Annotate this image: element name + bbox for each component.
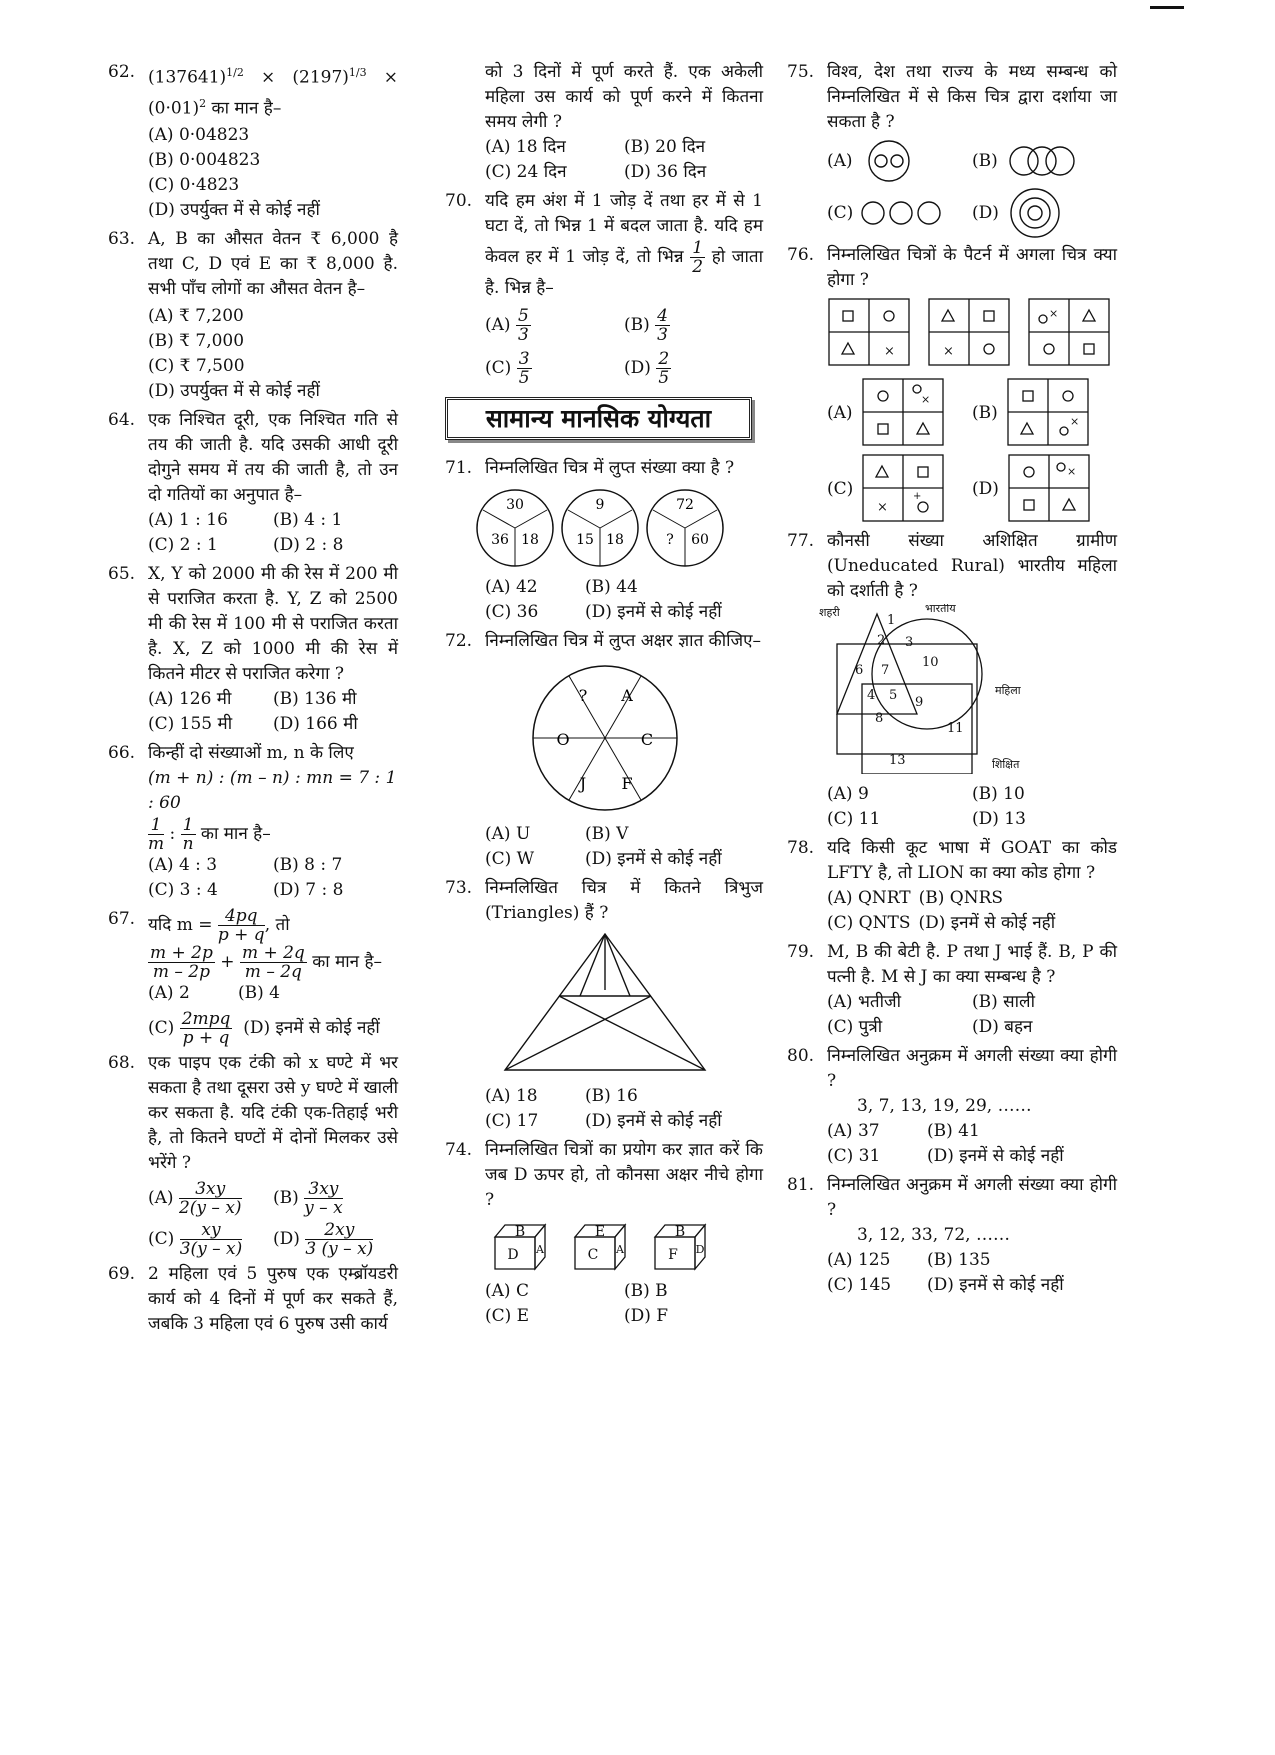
- svg-text:A: A: [536, 1243, 544, 1256]
- option-a[interactable]: (A) 126 मी: [148, 689, 232, 710]
- svg-text:C: C: [640, 730, 654, 749]
- option-c[interactable]: (C) 11: [827, 809, 881, 829]
- svg-text:×: ×: [943, 344, 954, 359]
- option-a[interactable]: (A) 37: [827, 1121, 880, 1141]
- column-1: [108, 60, 398, 1341]
- question-69: 69. 2 महिला एवं 5 पुरुष एक एम्ब्रॉयडरी कार्य को 4 दिनों में पूर्ण कर सकते हैं, जबकि 3 महिला एवं 6 पुरुष उसी कार्य: [108, 1262, 398, 1337]
- option-b[interactable]: (B) 41: [927, 1121, 980, 1141]
- question-stem: निम्नलिखित चित्र में लुप्त अक्षर ज्ञात कीजिए–: [485, 631, 762, 651]
- svg-text:×: ×: [1049, 307, 1059, 320]
- svg-text:D: D: [507, 1247, 519, 1263]
- question-stem: निम्नलिखित चित्रों के पैटर्न में अगला चित्र क्या होगा ?: [827, 245, 1117, 290]
- option-b[interactable]: (B) साली: [972, 992, 1035, 1012]
- option-b[interactable]: (B) 10: [972, 784, 1025, 804]
- option-d[interactable]: (D) इनमें से कोई नहीं: [918, 913, 1056, 933]
- svg-text:+: +: [913, 491, 922, 502]
- option-d[interactable]: (D) इनमें से कोई नहीं: [585, 1111, 722, 1131]
- circle-1: [477, 490, 553, 566]
- svg-text:8: 8: [875, 711, 884, 726]
- concentric-two-small-circles-icon: [859, 139, 919, 183]
- number-sequence: 3, 7, 13, 19, 29, ……: [857, 1096, 1032, 1116]
- page-corner-mark: [1150, 6, 1184, 9]
- dice-figure: [485, 1217, 745, 1275]
- venn-diagram-figure: [817, 604, 1067, 774]
- option-d[interactable]: (D) $\frac{2}{5}$: [624, 349, 670, 388]
- concentric-circles-icon: [1005, 187, 1065, 239]
- option-a[interactable]: (A) 42: [485, 577, 538, 597]
- svg-text:F: F: [668, 1247, 678, 1263]
- option-c[interactable]: (C) ₹ 7,500: [148, 356, 245, 377]
- question-63: 63. A, B का औसत वेतन ₹ 6,000 है तथा C, D एवं E का ₹ 8,000 है. सभी पाँच लोगों का औसत वेतन है– (A) ₹ 7,200 (B) ₹ 7,000 (C) ₹ 7,500 (D) उपर्युक्त में से कोई नहीं: [108, 227, 398, 404]
- option-d[interactable]: (D) ×: [972, 453, 1117, 525]
- question-74: 74. निम्नलिखित चित्रों का प्रयोग कर ज्ञात करें कि जब D ऊपर हो, तो कौनसा अक्षर नीचे होगा ? B D A E C A B F D (A) C (B) B (C) E (D) F: [445, 1138, 763, 1329]
- option-d[interactable]: (D) 2 : 8: [273, 535, 344, 556]
- svg-text:6: 6: [855, 663, 864, 678]
- fraction-expression: $\frac{m + 2p}{m - 2p}$ + $\frac{m + 2q}{m - 2q}$ का मान है–: [150, 943, 383, 983]
- fraction-expression: $\frac{1}{m}$ : $\frac{1}{n}$ का मान है–: [148, 815, 271, 855]
- question-stem: किन्हीं दो संख्याओं m, n के लिए: [148, 743, 354, 764]
- option-b[interactable]: (B) $\frac{3xy}{y - x}$: [273, 1179, 343, 1219]
- svg-text:11: 11: [947, 721, 964, 736]
- column-2: [445, 60, 763, 1333]
- option-b[interactable]: (B) 16: [585, 1086, 638, 1106]
- svg-text:C: C: [587, 1247, 599, 1263]
- option-c[interactable]: (C) QNTS: [827, 913, 911, 933]
- question-68: 68. एक पाइप एक टंकी को x घण्टे में भर सकता है तथा दूसरा उसे y घण्टे में खाली कर सकता है. यदि टंकी एक-तिहाई भरी है, तो कितने घण्टों में दोनों मिलकर उसे भरेंगे ? (A) $\frac{3xy}{2(y - x)}$ (B) $\frac{3xy}{y - x}$ (C) $\frac{xy}{3(y - x)}$ (D) $\frac{2xy}{3 (y - x)}$: [108, 1053, 398, 1260]
- overlapping-circles-icon: [1004, 139, 1084, 183]
- pattern-sequence-figure: [827, 297, 1117, 369]
- option-c[interactable]: (C) 31: [827, 1146, 881, 1166]
- educated-label: शिक्षित: [992, 758, 1020, 771]
- option-c[interactable]: (C) पुत्री: [827, 1017, 883, 1037]
- option-b[interactable]: (B) ₹ 7,000: [148, 331, 245, 352]
- svg-text:60: 60: [691, 532, 709, 548]
- question-72: 72. निम्नलिखित चित्र में लुप्त अक्षर ज्ञात कीजिए– ? A C F J O (A) U (B) V (C) W (D) इनमें से कोई नहीं: [445, 629, 763, 872]
- question-73: 73. निम्नलिखित चित्र में कितने त्रिभुज (Triangles) हैं ? (A) 18 (B) 16 (C) 17 (D) इनमें से कोई नहीं: [445, 876, 763, 1134]
- question-65: 65. X, Y को 2000 मी की रेस में 200 मी से पराजित करता है. Y, Z को 2500 मी की रेस में 100 मी से पराजित करता है. X, Z को 1000 मी की रेस में कितने मीटर से पराजित करेगा ? (A) 126 मी (B) 136 मी (C) 155 मी (D) 166 मी: [108, 562, 398, 737]
- question-80: 80. निम्नलिखित अनुक्रम में अगली संख्या क्या होगी ? 3, 7, 13, 19, 29, …… (A) 37 (B) 41 (C) 31 (D) इनमें से कोई नहीं: [787, 1044, 1117, 1169]
- urban-label: शहरी: [819, 606, 840, 619]
- option-a[interactable]: (A) 0·04823: [148, 125, 250, 146]
- option-c[interactable]: (C): [827, 191, 972, 235]
- cube-2: [575, 1224, 625, 1269]
- option-a[interactable]: (A): [827, 139, 972, 183]
- svg-text:15: 15: [576, 532, 594, 548]
- circle-2: [562, 490, 638, 566]
- svg-text:O: O: [556, 730, 570, 749]
- option-d[interactable]: (D) इनमें से कोई नहीं: [243, 1018, 380, 1039]
- svg-text:J: J: [579, 774, 587, 793]
- option-a[interactable]: (A) भतीजी: [827, 992, 902, 1012]
- question-62: 62. $(137641)^{1/2} \times (2197)^{1/3} \times (0\cdot 01)^2$ का मान है– (A) 0·04823 (B) 0·004823 (C) 0·4823 (D) उपर्युक्त में से कोई नहीं: [108, 60, 398, 223]
- svg-text:9: 9: [915, 695, 924, 710]
- pattern-option-c-icon: [861, 453, 945, 525]
- question-64: 64. एक निश्चित दूरी, एक निश्चित गति से तय की जाती है. यदि उसकी आधी दूरी दोगुने समय में तय की जाती है, तो उन दो गतियों का अनुपात है– (A) 1 : 16 (B) 4 : 1 (C) 2 : 1 (D) 2 : 8: [108, 408, 398, 558]
- separate-circles-icon: [859, 191, 949, 235]
- triangle-figure: [485, 930, 725, 1080]
- equation: (m + n) : (m – n) : mn = 7 : 1 : 60: [148, 768, 397, 814]
- question-stem: यदि हम अंश में 1 जोड़ दें तथा हर में से 1 घटा दें, तो भिन्न 1 में बदल जाता है. यदि हम केवल हर में 1 जोड़ दें, तो भिन्न $\frac{1}{2}$ हो जाता है. भिन्न है–: [485, 191, 763, 298]
- option-a[interactable]: (A) C: [485, 1281, 529, 1301]
- option-c[interactable]: (C) 17: [485, 1111, 539, 1131]
- question-81: 81. निम्नलिखित अनुक्रम में अगली संख्या क्या होगी ? 3, 12, 33, 72, …… (A) 125 (B) 135 (C) 145 (D) इनमें से कोई नहीं: [787, 1173, 1117, 1298]
- option-b[interactable]: (B) B: [624, 1281, 668, 1301]
- svg-text:18: 18: [521, 532, 539, 548]
- svg-text:13: 13: [889, 753, 906, 768]
- pattern-option-d-icon: [1007, 453, 1091, 525]
- option-a[interactable]: (A) 1 : 16: [148, 510, 228, 531]
- option-a[interactable]: (A) U: [485, 824, 531, 844]
- option-a[interactable]: (A) ₹ 7,200: [148, 306, 244, 327]
- question-stem: M, B की बेटी है. P तथा J भाई हैं. B, P की पत्नी है. M से J का क्या सम्बन्ध है ?: [827, 942, 1117, 987]
- option-a[interactable]: (A) 18 दिन: [485, 137, 566, 157]
- cube-1: [495, 1224, 545, 1269]
- option-b[interactable]: (B) 135: [927, 1250, 991, 1270]
- option-d[interactable]: (D) 166 मी: [273, 714, 358, 735]
- pattern-option-a-icon: [861, 377, 945, 449]
- pattern-box-2: [929, 299, 1009, 365]
- option-d[interactable]: (D) 13: [972, 809, 1026, 829]
- option-a[interactable]: (A) ×: [827, 377, 972, 449]
- question-79: 79. M, B की बेटी है. P तथा J भाई हैं. B, P की पत्नी है. M से J का क्या सम्बन्ध है ? (A) भतीजी (B) साली (C) पुत्री (D) बहन: [787, 940, 1117, 1040]
- question-77: 77. कौनसी संख्या अशिक्षित ग्रामीण (Uneducated Rural) भारतीय महिला को दर्शाती है ? शहरी भारतीय महिला शिक्षित 1 2 3 10 6 7 4 5 9 8 11 13 (A) 9 (B) 10 (C) 11 (D) 13: [787, 529, 1117, 832]
- option-a[interactable]: (A) 4 : 3: [148, 855, 218, 876]
- question-69-continued: [445, 60, 763, 185]
- pattern-box-3: [1029, 299, 1109, 365]
- option-c[interactable]: (C) 3 : 4: [148, 880, 218, 901]
- option-a[interactable]: (A) QNRT: [827, 888, 911, 908]
- option-b[interactable]: (B) 20 दिन: [624, 137, 706, 157]
- option-a[interactable]: (A) $\frac{5}{3}$: [485, 306, 529, 345]
- option-b[interactable]: (B) V: [585, 824, 629, 844]
- option-c[interactable]: (C) 155 मी: [148, 714, 233, 735]
- option-b[interactable]: (B) 136 मी: [273, 689, 357, 710]
- option-b[interactable]: (B) 4 : 1: [273, 510, 343, 531]
- option-b[interactable]: (B) 44: [585, 577, 638, 597]
- option-c[interactable]: (C) $\frac{3}{5}$: [485, 349, 530, 388]
- question-stem-continued: को 3 दिनों में पूर्ण करते हैं. एक अकेली महिला उस कार्य को पूर्ण करने में कितना समय लेगी ?: [485, 62, 763, 132]
- svg-text:36: 36: [491, 532, 509, 548]
- question-stem: निम्नलिखित चित्र में कितने त्रिभुज (Triangles) हैं ?: [485, 878, 763, 923]
- question-stem: कौनसी संख्या अशिक्षित ग्रामीण (Uneducated Rural) भारतीय महिला को दर्शाती है ?: [827, 531, 1117, 601]
- cube-3: [655, 1224, 705, 1269]
- option-a[interactable]: (A) 18: [485, 1086, 538, 1106]
- option-c[interactable]: (C) × +: [827, 453, 972, 525]
- svg-text:B: B: [514, 1224, 526, 1240]
- question-75: 75. विश्व, देश तथा राज्य के मध्य सम्बन्ध को निम्नलिखित में से किस चित्र द्वारा दर्शाया जा सकता है ? (A) (B) (C) (D): [787, 60, 1117, 239]
- section-heading: सामान्य मानसिक योग्यता: [445, 397, 752, 440]
- svg-text:9: 9: [595, 497, 605, 513]
- question-stem: यदि m = $\frac{4pq}{p + q}$ , तो: [148, 906, 290, 946]
- question-stem: एक निश्चित दूरी, एक निश्चित गति से तय की जाती है. यदि उसकी आधी दूरी दोगुने समय में तय की जाती है, तो उन दो गतियों का अनुपात है–: [148, 410, 398, 506]
- indian-label: भारतीय: [925, 604, 956, 615]
- option-d[interactable]: (D) उपर्युक्त में से कोई नहीं: [148, 381, 320, 402]
- svg-text:×: ×: [884, 344, 895, 359]
- question-76: 76. निम्नलिखित चित्रों के पैटर्न में अगला चित्र क्या होगा ? × × × (A) × (B) × (C) × + (D) ×: [787, 243, 1117, 525]
- option-c[interactable]: (C) W: [485, 849, 535, 869]
- option-c[interactable]: (C) $\frac{xy}{3(y - x)}$: [148, 1220, 243, 1260]
- option-d[interactable]: (D) 7 : 8: [273, 880, 344, 901]
- svg-text:18: 18: [606, 532, 624, 548]
- question-stem: $(137641)^{1/2} \times (2197)^{1/3} \times (0\cdot 01)^2$ का मान है–: [148, 66, 398, 119]
- svg-text:F: F: [621, 774, 633, 793]
- option-d[interactable]: (D): [972, 187, 1117, 239]
- question-stem: एक पाइप एक टंकी को x घण्टे में भर सकता है तथा दूसरा उसे y घण्टे में खाली कर सकता है. यदि टंकी एक-तिहाई भरी है, तो कितने घण्टों में दोनों मिलकर उसे भरेंगे ?: [148, 1053, 398, 1174]
- svg-text:A: A: [621, 686, 633, 705]
- svg-text:?: ?: [578, 686, 588, 705]
- letter-wheel-figure: [485, 658, 725, 818]
- question-66: 66. किन्हीं दो संख्याओं m, n के लिए (m + n) : (m – n) : mn = 7 : 1 : 60 $\frac{1}{m}$ : $\frac{1}{n}$ का मान है– (A) 4 : 3 (B) 8 : 7 (C) 3 : 4 (D) 7 : 8: [108, 741, 398, 903]
- pattern-option-b-icon: [1006, 377, 1090, 449]
- option-a[interactable]: (A) $\frac{3xy}{2(y - x)}$: [148, 1179, 242, 1219]
- svg-text:3: 3: [905, 635, 914, 650]
- option-b[interactable]: (B) 8 : 7: [273, 855, 343, 876]
- svg-text:?: ?: [666, 532, 674, 548]
- svg-text:7: 7: [881, 663, 890, 678]
- question-70: 70. यदि हम अंश में 1 जोड़ दें तथा हर में से 1 घटा दें, तो भिन्न 1 में बदल जाता है. यदि हम केवल हर में 1 जोड़ दें, तो भिन्न $\frac{1}{2}$ हो जाता है. भिन्न है– (A) $\frac{5}{3}$ (B) $\frac{4}{3}$ (C) $\frac{3}{5}$ (D) $\frac{2}{5}$: [445, 191, 763, 388]
- svg-text:A: A: [616, 1243, 624, 1256]
- svg-text:E: E: [594, 1224, 606, 1240]
- woman-label: महिला: [995, 684, 1021, 697]
- option-d[interactable]: (D) उपर्युक्त में से कोई नहीं: [148, 200, 320, 221]
- question-stem: निम्नलिखित चित्रों का प्रयोग कर ज्ञात करें कि जब D ऊपर हो, तो कौनसा अक्षर नीचे होगा ?: [485, 1140, 763, 1210]
- option-b[interactable]: (B) QNRS: [918, 888, 1004, 908]
- option-c[interactable]: (C) $\frac{\text{2mpq}}{p + q}$: [148, 1009, 231, 1049]
- three-circles-figure: [475, 485, 745, 571]
- question-67: 67. यदि m = $\frac{4pq}{p + q}$ , तो $\frac{m + 2p}{m - 2p}$ + $\frac{m + 2q}{m - 2q}$ का मान है– (A) 2 (B) 4 (C) $\frac{\text{2mpq}}{p + q}$ (D) इनमें से कोई नहीं: [108, 907, 398, 1047]
- option-b[interactable]: (B) ×: [972, 377, 1117, 449]
- question-stem: निम्नलिखित अनुक्रम में अगली संख्या क्या होगी ?: [827, 1175, 1117, 1220]
- svg-text:30: 30: [506, 497, 524, 513]
- svg-text:1: 1: [887, 613, 896, 628]
- pattern-box-1: [829, 299, 909, 365]
- question-stem: निम्नलिखित अनुक्रम में अगली संख्या क्या होगी ?: [827, 1046, 1117, 1091]
- option-c[interactable]: (C) 24 दिन: [485, 162, 567, 182]
- question-78: 78. यदि किसी कूट भाषा में GOAT का कोड LFTY है, तो LION का क्या कोड होगा ? (A) QNRT (B) QNRS (C) QNTS (D) इनमें से कोई नहीं: [787, 836, 1117, 936]
- question-71: 71. निम्नलिखित चित्र में लुप्त संख्या क्या है ? 30 36 18 9 15 18 72 ? 60 (A) 42 (B) 44 (C) 36 (D) इनमें से कोई नहीं: [445, 456, 763, 625]
- question-stem: 2 महिला एवं 5 पुरुष एक एम्ब्रॉयडरी कार्य को 4 दिनों में पूर्ण कर सकते हैं, जबकि 3 महिला एवं 6 पुरुष उसी कार्य: [148, 1264, 398, 1335]
- svg-text:2: 2: [877, 633, 886, 648]
- option-d[interactable]: (D) इनमें से कोई नहीं: [927, 1275, 1064, 1295]
- option-d[interactable]: (D) $\frac{2xy}{3 (y - x)}$: [273, 1220, 374, 1260]
- option-d[interactable]: (D) इनमें से कोई नहीं: [585, 849, 722, 869]
- question-stem: विश्व, देश तथा राज्य के मध्य सम्बन्ध को निम्नलिखित में से किस चित्र द्वारा दर्शाया जा सकता है ?: [827, 62, 1117, 132]
- column-3: [787, 60, 1117, 1302]
- option-c[interactable]: (C) E: [485, 1306, 530, 1326]
- option-c[interactable]: (C) 145: [827, 1275, 892, 1295]
- option-d[interactable]: (D) 36 दिन: [624, 162, 707, 182]
- svg-text:B: B: [674, 1224, 686, 1240]
- option-b[interactable]: (B) 0·004823: [148, 150, 261, 171]
- option-a[interactable]: (A) 2: [148, 983, 190, 1004]
- svg-text:5: 5: [889, 688, 898, 703]
- option-b[interactable]: (B) $\frac{4}{3}$: [624, 306, 668, 345]
- svg-text:10: 10: [922, 655, 939, 670]
- question-stem: यदि किसी कूट भाषा में GOAT का कोड LFTY है, तो LION का क्या कोड होगा ?: [827, 838, 1117, 883]
- option-d[interactable]: (D) F: [624, 1306, 669, 1326]
- svg-text:72: 72: [676, 497, 694, 513]
- option-b[interactable]: (B): [972, 139, 1117, 183]
- option-d[interactable]: (D) बहन: [972, 1017, 1033, 1037]
- option-b[interactable]: (B) 4: [238, 983, 280, 1004]
- question-stem: X, Y को 2000 मी की रेस में 200 मी से पराजित करता है. Y, Z को 2500 मी की रेस में 100 मी से पराजित करता है. X, Z को 1000 मी की रेस में कितने मीटर से पराजित करेगा ?: [148, 564, 398, 685]
- circle-3: [647, 490, 723, 566]
- number-sequence: 3, 12, 33, 72, ……: [857, 1225, 1010, 1245]
- svg-text:×: ×: [877, 500, 889, 515]
- option-c[interactable]: (C) 2 : 1: [148, 535, 218, 556]
- option-d[interactable]: (D) इनमें से कोई नहीं: [927, 1146, 1064, 1166]
- svg-text:4: 4: [867, 688, 876, 703]
- svg-text:×: ×: [1066, 465, 1077, 478]
- option-d[interactable]: (D) इनमें से कोई नहीं: [585, 602, 722, 622]
- option-c[interactable]: (C) 0·4823: [148, 175, 240, 196]
- question-stem: A, B का औसत वेतन ₹ 6,000 है तथा C, D एवं E का ₹ 8,000 है. सभी पाँच लोगों का औसत वेतन है–: [148, 229, 398, 300]
- option-a[interactable]: (A) 9: [827, 784, 869, 804]
- option-c[interactable]: (C) 36: [485, 602, 539, 622]
- svg-text:D: D: [695, 1243, 705, 1256]
- svg-text:×: ×: [1069, 415, 1079, 428]
- svg-text:×: ×: [920, 393, 930, 406]
- question-stem: निम्नलिखित चित्र में लुप्त संख्या क्या है ?: [485, 458, 735, 478]
- option-a[interactable]: (A) 125: [827, 1250, 891, 1270]
- urban-triangle: [837, 614, 917, 714]
